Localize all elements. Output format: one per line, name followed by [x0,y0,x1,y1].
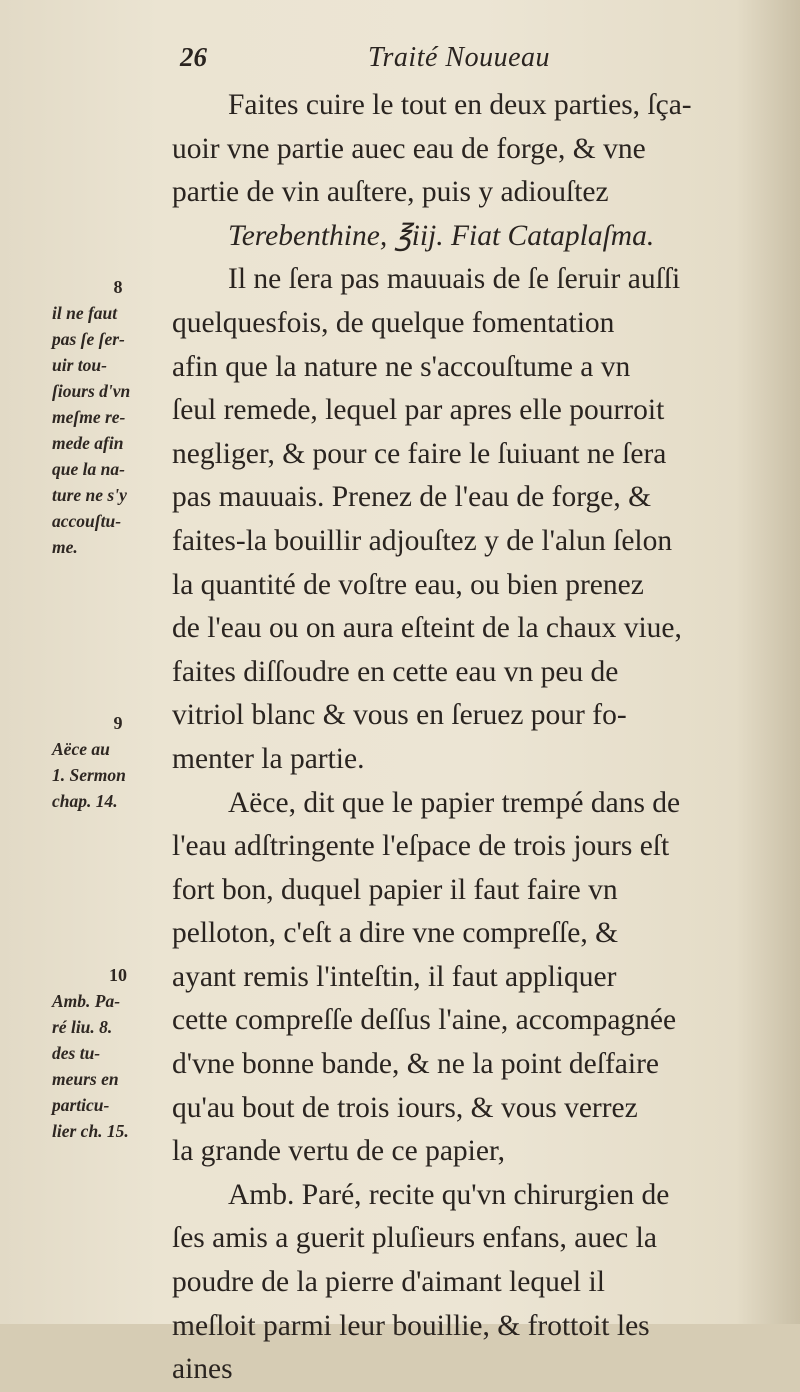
marginal-note-line: Aëce au [52,739,110,759]
marginal-note-9 [52,710,164,814]
text-line: la quantité de voſtre eau, ou bien prenez [172,568,644,601]
marginal-note-number: 10 [109,965,127,985]
text-line: la grande vertu de ce papier, [172,1135,505,1168]
marginal-note-line: mede afin [52,433,124,453]
page-header [180,38,740,78]
text-line: Il ne ſera pas mauuais de ſe ſeruir auſſi [228,263,681,296]
text-line: fort bon, duquel papier il faut faire vn [172,873,618,906]
text-line: de l'eau ou on aura eſteint de la chaux viue, [172,612,682,645]
text-line: ſeul remede, lequel par apres elle pourroit [172,394,665,427]
text-line: ayant remis l'inteſtin, il faut appliquer [172,960,617,993]
text-line: menter la partie. [172,742,365,775]
marginal-note-line: pas ſe ſer- [52,329,125,349]
text-line: l'eau adſtringente l'eſpace de trois jours eſt [172,830,670,863]
marginal-note-line: ſiours d'vn [52,381,131,401]
marginal-note-line: des tu- [52,1043,101,1063]
text-line: aines [172,1353,233,1386]
main-text [172,84,792,1392]
text-line: partie de vin auſtere, puis y adiouſtez [172,176,609,209]
marginal-note-8 [52,274,164,560]
text-line: cette compreſſe deſſus l'aine, accompagnée [172,1004,677,1037]
text-line: vitriol blanc & vous en ſeruez pour fo- [172,699,627,732]
marginal-note-number: 8 [113,277,123,297]
text-line: quelquesfois, de quelque fomentation [172,306,615,339]
text-line: faites diſſoudre en cette eau vn peu de [172,655,619,688]
marginal-note-line: lier ch. 15. [52,1121,129,1141]
text-line: ſes amis a guerit pluſieurs enfans, auec la [172,1222,657,1255]
page-number: 26 [180,42,207,72]
text-line: d'vne bonne bande, & ne la point deſfaire [172,1048,659,1081]
text-line: afin que la nature ne s'accouſtume a vn [172,350,631,383]
marginal-note-line: 1. Sermon [52,765,126,785]
marginal-note-line: que la na- [52,459,125,479]
text-line: pelloton, c'eſt a dire vne compreſſe, & [172,917,619,950]
text-line: negliger, & pour ce faire le ſuiuant ne ſera [172,437,667,470]
text-line: qu'au bout de trois iours, & vous verrez [172,1091,638,1124]
text-line: poudre de la pierre d'aimant lequel il [172,1266,605,1299]
marginal-note-line: particu- [52,1095,110,1115]
text-line: Aëce, dit que le papier trempé dans de [228,786,681,819]
marginal-note-10 [52,962,164,1144]
text-line: meſloit parmi leur bouillie, & frottoit les [172,1309,650,1342]
text-line: uoir vne partie auec eau de forge, & vne [172,132,646,165]
text-line: Amb. Paré, recite qu'vn chirurgien de [228,1178,670,1211]
marginal-note-line: ré liu. 8. [52,1017,113,1037]
marginal-note-line: meſme re- [52,407,126,427]
text-line: pas mauuais. Prenez de l'eau de forge, & [172,481,652,514]
marginal-note-line: ture ne s'y [52,485,127,505]
text-line: Faites cuire le tout en deux parties, ſça- [228,89,692,121]
marginal-note-line: chap. 14. [52,791,118,811]
marginal-note-line: accouſtu- [52,511,122,531]
marginal-note-line: meurs en [52,1069,119,1089]
text-line: faites-la bouillir adjouſtez y de l'alun ſelon [172,524,673,557]
marginal-note-line: me. [52,537,78,557]
marginal-note-number: 9 [113,713,123,733]
marginal-note-line: uir tou- [52,355,107,375]
running-title: Traité Nouueau [368,42,551,73]
marginal-note-line: il ne faut [52,303,118,323]
text-line: Terebenthine, ℥iij. Fiat Cataplaſma. [228,219,655,252]
marginal-note-line: Amb. Pa- [52,991,121,1011]
